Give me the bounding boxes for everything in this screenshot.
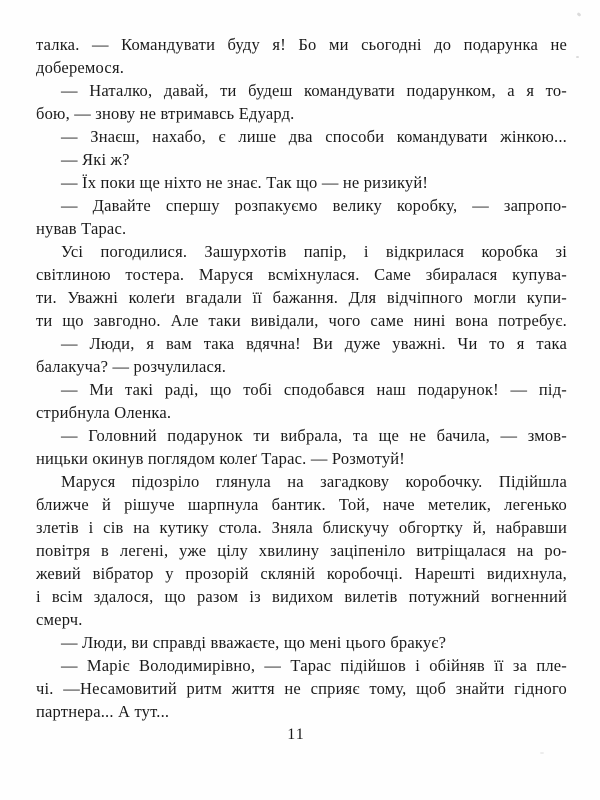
scan-speck: [540, 752, 544, 754]
page-number: 11: [287, 726, 305, 743]
text-line: доберемося.: [36, 58, 125, 77]
text-line: нував Тарас.: [36, 219, 127, 238]
text-line: смерч.: [36, 610, 83, 629]
text-line: — Їх поки ще ніхто не знає. Так що — не ризикуй!: [61, 173, 429, 192]
text-line: талка. — Командувати буду я! Бо ми сьогодні до подарунка не: [36, 35, 567, 54]
text-line: балакуча? — розчулилася.: [36, 357, 227, 376]
text-line: — Ми такі раді, що тобі сподобався наш подарунок! — під-: [61, 380, 567, 399]
text-line: повітря в легені, уже цілу хвилину заціпеніло витріщалася на ро-: [36, 541, 567, 560]
text-line: ти. Уважні колеґи вгадали її бажання. Для відчіпного могли купи-: [36, 288, 567, 307]
text-line: жевий вібратор у прозорій скляній коробочці. Нарешті видихнула,: [36, 564, 567, 583]
text-line: злетів і сів на кутику стола. Зняла блискучу обгортку й, набравши: [36, 518, 567, 537]
text-line: — Давайте спершу розпакуємо велику коробку, — запропо-: [61, 196, 567, 215]
text-line: світлиною тостера. Маруся всміхнулася. Саме збиралася купува-: [36, 265, 567, 284]
text-line: стрибнула Оленка.: [36, 403, 172, 422]
scan-speck: [576, 56, 579, 58]
scan-speck: [577, 12, 582, 17]
text-line: ти що завгодно. Але таки вивідали, чого саме нині вона потребує.: [36, 311, 567, 330]
text-line: ницьки окинув поглядом колеґ Тарас. — Розмотуй!: [36, 449, 405, 468]
text-line: — Люди, я вам така вдячна! Ви дуже уважні. Чи то я така: [61, 334, 567, 353]
text-line: — Знаєш, нахабо, є лише два способи командувати жінкою...: [61, 127, 567, 146]
text-line: бою, — знову не втримавсь Едуард.: [36, 104, 295, 123]
text-line: — Люди, ви справді вважаєте, що мені цього бракує?: [61, 633, 447, 652]
text-line: і всім здалося, що разом із видихом вилетів потужний вогненний: [36, 587, 567, 606]
text-line: Усі погодилися. Зашурхотів папір, і відкрилася коробка зі: [61, 242, 567, 261]
text-line: ближче й рішуче шарпнула бантик. Той, наче метелик, легенько: [36, 495, 567, 514]
text-line: партнера... А тут...: [36, 702, 170, 721]
text-line: — Маріє Володимирівно, — Тарас підійшов і обійняв її за пле-: [61, 656, 567, 675]
text-line: Маруся підозріло глянула на загадкову коробочку. Підійшла: [61, 472, 567, 491]
page-text: [36, 33, 567, 723]
text-line: — Головний подарунок ти вибрала, та ще не бачила, — змов-: [61, 426, 567, 445]
text-line: — Які ж?: [61, 150, 130, 169]
text-line: чі. —Несамовитий ритм життя не сприяє тому, щоб знайти гідного: [36, 679, 567, 698]
text-line: — Наталко, давай, ти будеш командувати подарунком, а я то-: [61, 81, 567, 100]
